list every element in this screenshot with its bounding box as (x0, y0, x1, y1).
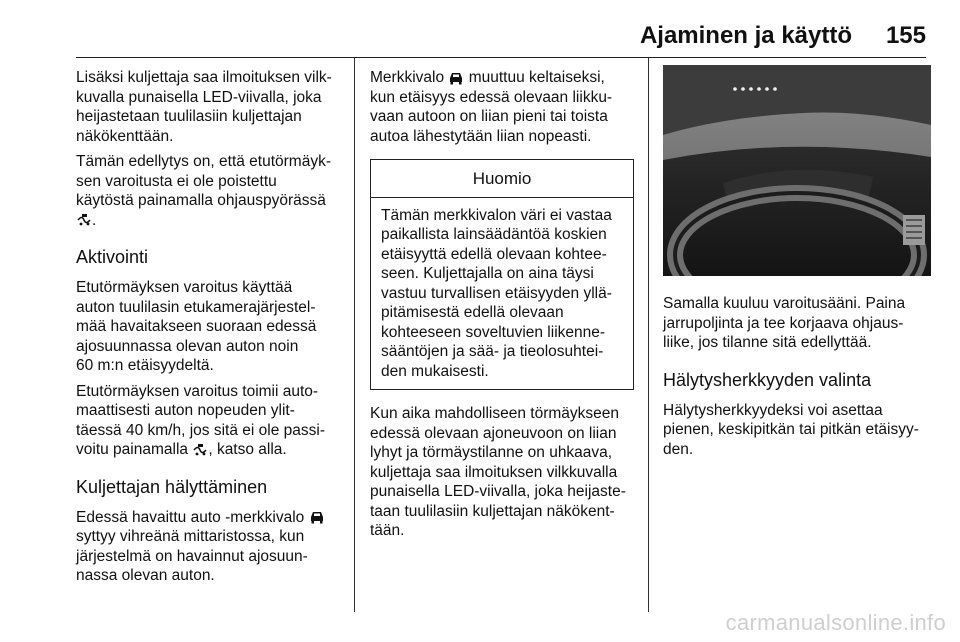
paragraph-alert: Edessä havaittu auto -merkkivalo syttyy vihreänä mittaristossa, kun järjestelmä on havainnut ajosuun- nassa olevan auton. (76, 508, 346, 586)
column-3 (663, 58, 953, 465)
paragraph-warning-sound: Samalla kuuluu varoitusääni. Paina jarrupoljinta ja tee korjaava ohjaus- liike, jos tilanne sitä edellyttää. (663, 295, 906, 351)
page-header (0, 0, 960, 58)
paragraph-intro: Lisäksi kuljettaja saa ilmoituksen vilk- kuvalla punaisella LED-viivalla, joka heijastetaan tuulilasiin kuljettajan näkökenttään. (76, 69, 332, 145)
paragraph-activation: Etutörmäyksen varoitus käyttää auton tuulilasin etukamerajärjestel- mää havaitakseen suoraan edessä ajosuunnassa olevan auton noin 60 m:n etäisyydeltä. (76, 279, 317, 374)
section-title: Ajaminen ja käyttö (639, 22, 852, 49)
heading-aktivointi: Aktivointi (76, 247, 149, 267)
paragraph-yellow-indicator: Merkkivalo muuttuu keltaiseksi, kun etäisyys edessä olevaan liikku- vaan autoon on liian pieni tai toista autoa lähestytään liian nopeasti. (370, 69, 613, 145)
notice-box (370, 159, 634, 390)
notice-body: Tämän merkkivalon väri ei vastaa paikallista lainsäädäntöä koskien etäisyyttä edellä olevaan kohtee- seen. Kuljettajalla on aina täysi vastuu turvallisen etäisyyden yllä- pitämisestä edellä olevaan kohteeseen soveltuvien liikenne- sääntöjen ja sää- ja tieolosuhtei- den mukaisesti. (381, 206, 612, 380)
column-divider-2 (648, 58, 649, 612)
paragraph-led-warning: Kun aika mahdolliseen törmäykseen edessä olevaan ajoneuvoon on liian lyhyt ja törmäystilanne on uhkaava, kuljettaja saa ilmoituksen vilkkuvalla punaisella LED-viivalla, joka heijaste- taan tuulilasiin kuljettajan näkökent- tään. (370, 405, 626, 539)
dashboard-led-warning-image (663, 65, 931, 276)
paragraph-sensitivity: Hälytysherkkyydeksi voi asettaa pienen, keskipitkän tai pitkän etäisyy- den. (663, 401, 919, 458)
paragraph-requirement: Tämän edellytys on, että etutörmäyk- sen varoitusta ei ole poistettu käytöstä painamalla ohjauspyörässä . (76, 153, 332, 229)
column-divider-1 (354, 58, 355, 612)
watermark: carmanualsonline.info (725, 610, 946, 635)
column-2 (370, 68, 634, 547)
column-1 (76, 68, 346, 592)
notice-title: Huomio (371, 160, 633, 198)
collision-warning-button-icon (192, 443, 208, 457)
car-front-icon (309, 510, 325, 524)
paragraph-speed: Etutörmäyksen varoitus toimii auto- maattisesti auton nopeuden ylit- täessä 40 km/h, jos sitä ei ole passi- voitu painamalla , katso alla. (76, 382, 325, 458)
car-front-icon (448, 71, 464, 85)
heading-sensitivity: Hälytysherkkyyden valinta (663, 369, 872, 390)
collision-warning-button-icon (76, 213, 92, 227)
page-number: 155 (885, 22, 926, 49)
heading-driver-alert: Kuljettajan hälyttäminen (76, 476, 268, 497)
